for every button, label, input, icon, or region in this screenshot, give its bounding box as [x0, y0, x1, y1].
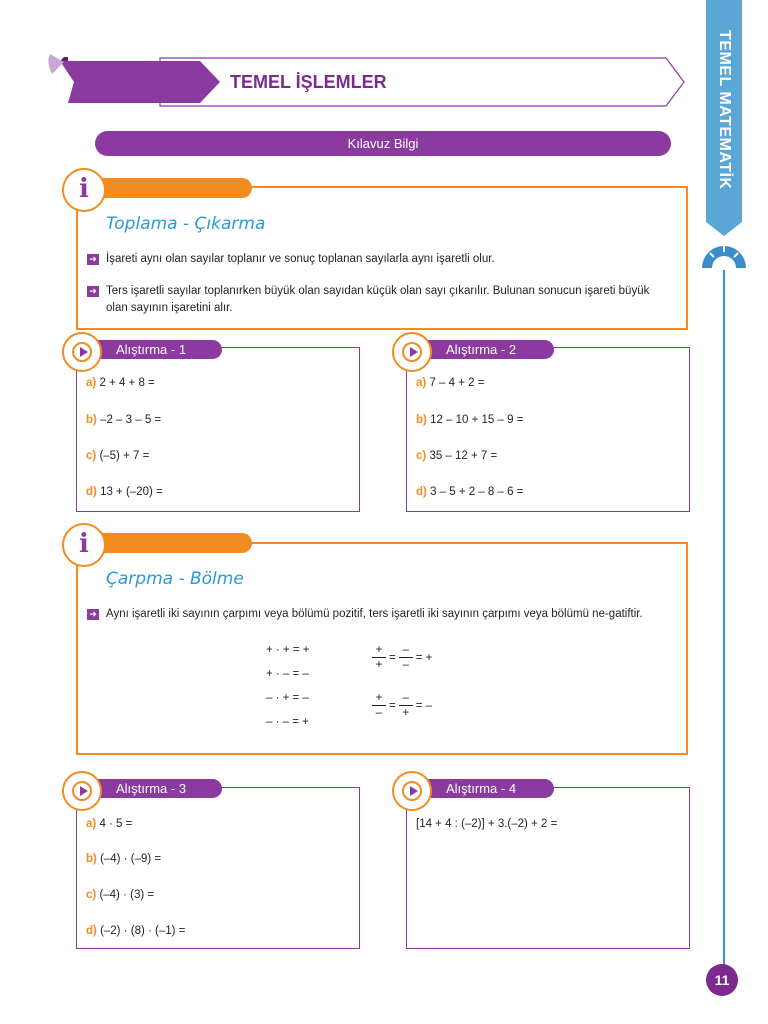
exercise-item: a) 2 + 4 + 8 = [86, 377, 155, 389]
side-tab-tip [706, 222, 742, 236]
exercise-item: d) (–2) · (8) · (–1) = [86, 925, 186, 937]
exercise-item: a) 7 – 4 + 2 = [416, 377, 485, 389]
side-rule-line [723, 270, 725, 970]
info-bullet: Aynı işaretli iki sayının çarpımı veya bölümü pozitif, ters işaretli iki sayının çarpımı veya bölümü ne-gatiftir. [106, 608, 643, 620]
section-subtitle: Kılavuz Bilgi [95, 131, 671, 156]
exercise-title: Alıştırma - 4 [398, 779, 554, 798]
protractor-icon [700, 240, 748, 270]
bullet-arrow-icon: ➔ [87, 286, 99, 297]
fraction-rule: $\frac{+}{+}$ = $\frac{-}{-}$ = + [372, 644, 432, 671]
info-icon: i [62, 523, 106, 567]
side-tab-label: TEMEL MATEMATİK [716, 30, 733, 190]
info-bullet: İşareti aynı olan sayılar toplanır ve sonuç toplanan sayılarla aynı işaretli olur. [106, 253, 495, 265]
exercise-item: b) 12 – 10 + 15 – 9 = [416, 414, 524, 426]
exercise-item: b) (–4) · (–9) = [86, 853, 162, 865]
info-tab [100, 533, 252, 553]
page-number: 11 [706, 964, 738, 996]
info-heading: Toplama - Çıkarma [106, 214, 266, 234]
exercise-item: [14 + 4 : (–2)] + 3.(–2) + 2 = [416, 818, 558, 830]
sign-rule: + · – = – [266, 668, 309, 680]
fraction-rule: $\frac{+}{-}$ = $\frac{-}{+}$ = – [372, 692, 432, 719]
sign-rule: – · + = – [266, 692, 309, 704]
sign-rule: – · – = + [266, 716, 309, 728]
info-bullet: Ters işaretli sayılar toplanırken büyük olan sayıdan küçük olan sayı çıkarılır. Bulunan sonucun işareti büyük olan sayının işaretini alır. [106, 285, 650, 314]
title-ribbon-curl [46, 50, 68, 76]
exercise-box-4 [406, 787, 690, 949]
exercise-item: d) 13 + (–20) = [86, 486, 163, 498]
play-triangle-icon [410, 786, 418, 796]
page-title: TEMEL İŞLEMLER [230, 72, 387, 92]
exercise-title: Alıştırma - 3 [68, 779, 222, 798]
exercise-title: Alıştırma - 1 [68, 340, 222, 359]
info-heading: Çarpma - Bölme [106, 569, 244, 589]
exercise-item: c) (–5) + 7 = [86, 450, 150, 462]
play-triangle-icon [410, 347, 418, 357]
exercise-item: a) 4 · 5 = [86, 818, 133, 830]
exercise-item: c) 35 – 12 + 7 = [416, 450, 498, 462]
exercise-item: c) (–4) · (3) = [86, 889, 155, 901]
exercise-item: d) 3 – 5 + 2 – 8 – 6 = [416, 486, 524, 498]
play-triangle-icon [80, 786, 88, 796]
info-tab [100, 178, 252, 198]
info-icon: i [62, 168, 106, 212]
play-triangle-icon [80, 347, 88, 357]
bullet-arrow-icon: ➔ [87, 254, 99, 265]
exercise-item: b) –2 – 3 – 5 = [86, 414, 162, 426]
exercise-title: Alıştırma - 2 [398, 340, 554, 359]
sign-rule: + · + = + [266, 644, 310, 656]
bullet-arrow-icon: ➔ [87, 609, 99, 620]
